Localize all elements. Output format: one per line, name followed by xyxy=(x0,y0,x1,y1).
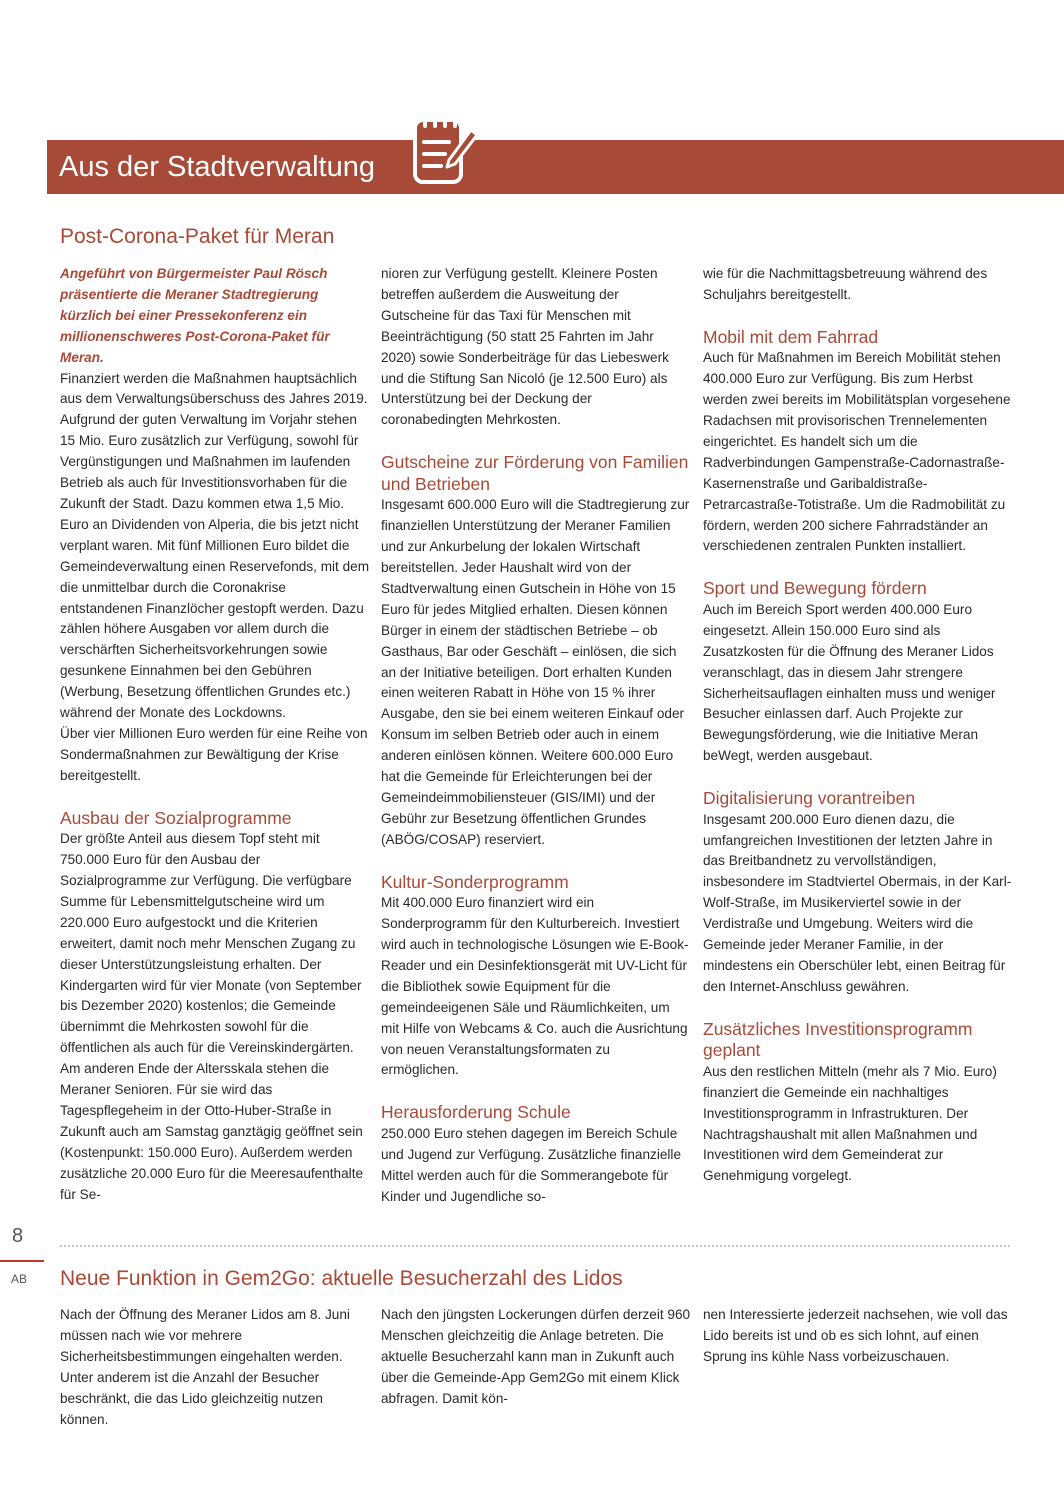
body-paragraph: Auch im Bereich Sport werden 400.000 Euro eingesetzt. Allein 150.000 Euro sind als Zusatzkosten für die Öffnung des Meraner Lidos veranschlagt, das in diesem Jahr strengere Sicherheitsauflagen einhalten muss und weniger Besucher einlassen darf. Auch Projekte zur Bewegungsförderung, wie die Initiative Meran beWegt, werden ausgebaut. xyxy=(703,601,996,764)
article-column-1 xyxy=(60,264,370,1205)
body-paragraph: Insgesamt 600.000 Euro will die Stadtregierung zur finanziellen Unterstützung der Meraner Familien und zur Ankurbelung der lokalen Wirtschaft bereitstellen. Jeder Haushalt wird von der Stadtverwaltung einen Gutschein in Höhe von 15 Euro für jedes Mitglied erhalten. Diesen können Bürger in einem der städtischen Betriebe – ob Gasthaus, Bar oder Geschäft – einlösen, die sich an der Initiative beteiligen. Dort erhalten Kunden einen weiteren Rabatt in Höhe von 15 % ihrer Ausgabe, den sie bei einem weiteren Einkauf oder Konsum im selben Betrieb oder auch in einem anderen einlösen können. Weitere 600.000 Euro hat die Gemeinde für Erleichterungen bei der Gemeindeimmobiliensteuer (GIS/IMI) und der Gebühr zur Besetzung öffentlichen Grundes (ABÖG/COSAP) reserviert. xyxy=(381,497,690,847)
notepad-pencil-icon xyxy=(405,108,479,188)
article-column-2 xyxy=(381,1305,691,1410)
body-paragraph: Über vier Millionen Euro werden für eine Reihe von Sondermaßnahmen zur Bewältigung der Krise bereitgestellt. xyxy=(60,725,368,783)
body-paragraph: 250.000 Euro stehen dagegen im Bereich Schule und Jugend zur Verfügung. Zusätzliche finanzielle Mittel werden auch für die Sommerangebote für Kinder und Jugendliche so- xyxy=(381,1125,682,1204)
body-paragraph: Finanziert werden die Maßnahmen hauptsächlich aus dem Verwaltungsüberschuss des Jahres 2019. Aufgrund der guten Verwaltung im Vorjahr stehen 15 Mio. Euro zusätzlich zur Verfügung, sowohl für Vergünstigungen und Maßnahmen im laufenden Betrieb als auch für Investitionsvorhaben für die Zukunft der Stadt. Dazu kommen etwa 1,5 Mio. Euro an Dividenden von Alperia, die bis jetzt nicht verplant waren. Mit fünf Millionen Euro bildet die Gemeindeverwaltung einen Reservefonds, mit dem die unmittelbar durch die Coronakrise entstandenen Finanzlöcher gestopft werden. Dazu zählen höhere Ausgaben vor allem durch die verschärften Sicherheitsvorkehrungen sowie gesunkene Einnahmen bei den Gebühren (Werbung, Besetzung öffentlichen Grundes etc.) während der Monate des Lockdowns. xyxy=(60,370,370,721)
body-paragraph: wie für die Nachmittagsbetreuung während des Schuljahrs bereitgestellt. xyxy=(703,266,988,302)
body-paragraph: nen Interessierte jederzeit nachsehen, wie voll das Lido bereits ist und ob es sich lohnt, auf einen Sprung ins kühle Nass vorbeizuschauen. xyxy=(703,1307,1008,1364)
body-paragraph: Aus den restlichen Mitteln (mehr als 7 Mio. Euro) finanziert die Gemeinde ein nachhaltiges Investitionsprogramm in Infrastrukturen. Der Nachtragshaushalt mit allen Maßnahmen und Investitionen wird dem Gemeinderat zur Genehmigung vorgelegt. xyxy=(703,1063,997,1184)
article-column-3 xyxy=(703,1305,1013,1368)
article-title: Post-Corona-Paket für Meran xyxy=(60,225,335,248)
lead-paragraph: Angeführt von Bürgermeister Paul Rösch präsentierte die Meraner Stadtregierung kürzlich bei einer Pressekonferenz ein millionenschweres Post-Corona-Paket für Meran. xyxy=(60,266,330,365)
body-paragraph: Insgesamt 200.000 Euro dienen dazu, die umfangreichen Investitionen der letzten Jahre in das Breitbandnetz zu vervollständigen, insbesondere im Stadtviertel Obermais, in der Karl-Wolf-Straße, im Musikerviertel sowie in der Verdistraße und Umgebung. Weiters wird die Gemeinde jeder Meraner Familie, in der mindestens ein Oberschüler lebt, einen Beitrag für den Internet-Anschluss gewähren. xyxy=(703,811,1012,994)
body-paragraph: Nach der Öffnung des Meraner Lidos am 8. Juni müssen nach wie vor mehrere Sicherheitsbestimmungen eingehalten werden. Unter anderem ist die Anzahl der Besucher beschränkt, die das Lido gleichzeitig nutzen können. xyxy=(60,1307,350,1427)
subheading-kultur: Kultur-Sonderprogramm xyxy=(381,871,569,892)
publication-code: AB xyxy=(11,1272,28,1286)
body-paragraph: nioren zur Verfügung gestellt. Kleinere Posten betreffen außerdem die Ausweitung der Gutscheine für das Taxi für Menschen mit Beeinträchtigung (50 statt 25 Fahrten im Jahr 2020) sowie Sonderbeiträge für das Liebeswerk und die Stiftung San Nicoló (je 12.500 Euro) als Unterstützung bei der Deckung der coronabedingten Mehrkosten. xyxy=(381,266,669,428)
body-paragraph: Mit 400.000 Euro finanziert wird ein Sonderprogramm für den Kulturbereich. Investiert wird auch in technologische Lösungen wie E-Book-Reader und ein Desinfektionsgerät mit UV-Licht für die Bibliothek sowie Equipment für die gemeindeeigenen Säle und Räumlichkeiten, um mit Hilfe von Webcams & Co. auch die Ausrichtung von neuen Veranstaltungsformaten zu ermöglichen. xyxy=(381,895,689,1078)
subheading-fahrrad: Mobil mit dem Fahrrad xyxy=(703,326,879,347)
subheading-sozialprogramme: Ausbau der Sozialprogramme xyxy=(60,807,292,828)
body-paragraph: Der größte Anteil aus diesem Topf steht mit 750.000 Euro für den Ausbau der Sozialprogramme zur Verfügung. Die verfügbare Summe für Lebensmittelgutscheine wird um 220.000 Euro aufgestockt und die Kriterien erweitert, damit noch mehr Menschen Zugang zu dieser Unterstützungsleistung erhalten. Der Kindergarten wird für vier Monate (von September bis Dezember 2020) kostenlos; die Gemeinde übernimmt die Mehrkosten sowohl für die öffentlichen als auch für die Vereinskindergärten. Am anderen Ende der Altersskala stehen die Meraner Senioren. Für sie wird das Tagespflegeheim in der Otto-Huber-Straße in Zukunft auch am Samstag ganztägig geöffnet sein (Kostenpunkt: 150.000 Euro). Außerdem werden zusätzliche 20.000 Euro für die Meeresaufenthalte für Se- xyxy=(60,831,364,1202)
subheading-investitionsprogramm: Zusätzliches Investitionsprogramm geplant xyxy=(703,1018,973,1061)
article-divider xyxy=(60,1245,1010,1247)
article-title: Neue Funktion in Gem2Go: aktuelle Besucherzahl des Lidos xyxy=(60,1267,623,1290)
article-column-3 xyxy=(703,264,1013,1187)
section-banner xyxy=(47,140,1064,194)
body-paragraph: Auch für Maßnahmen im Bereich Mobilität stehen 400.000 Euro zur Verfügung. Bis zum Herbst werden zwei bereits im Mobilitätsplan vorgesehene Radachsen mit provisorischen Trennelementen eingerichtet. Es handelt sich um die Radverbindungen Gampenstraße-Cadornastraße-Kasernenstraße und Garibaldistraße-Petrarcastraße-Totistraße. Um die Radmobilität zu fördern, werden 200 sichere Fahrradständer an verschiedenen zentralen Punkten installiert. xyxy=(703,350,1011,554)
section-title-text: Aus der Stadtverwaltung xyxy=(59,151,375,183)
page-number: 8 xyxy=(12,1225,24,1247)
subheading-sport: Sport und Bewegung fördern xyxy=(703,578,927,599)
subheading-digitalisierung: Digitalisierung vorantreiben xyxy=(703,788,916,809)
page-number-rule xyxy=(0,1260,44,1262)
body-paragraph: Nach den jüngsten Lockerungen dürfen derzeit 960 Menschen gleichzeitig die Anlage betreten. Die aktuelle Besucherzahl kann man in Zukunft auch über die Gemeinde-App Gem2Go mit einem Klick abfragen. Damit kön- xyxy=(381,1307,691,1406)
article-column-1 xyxy=(60,1305,370,1430)
article-column-2 xyxy=(381,264,691,1207)
subheading-gutscheine: Gutscheine zur Förderung von Familien und Betrieben xyxy=(381,452,689,494)
subheading-schule: Herausforderung Schule xyxy=(381,1102,571,1123)
